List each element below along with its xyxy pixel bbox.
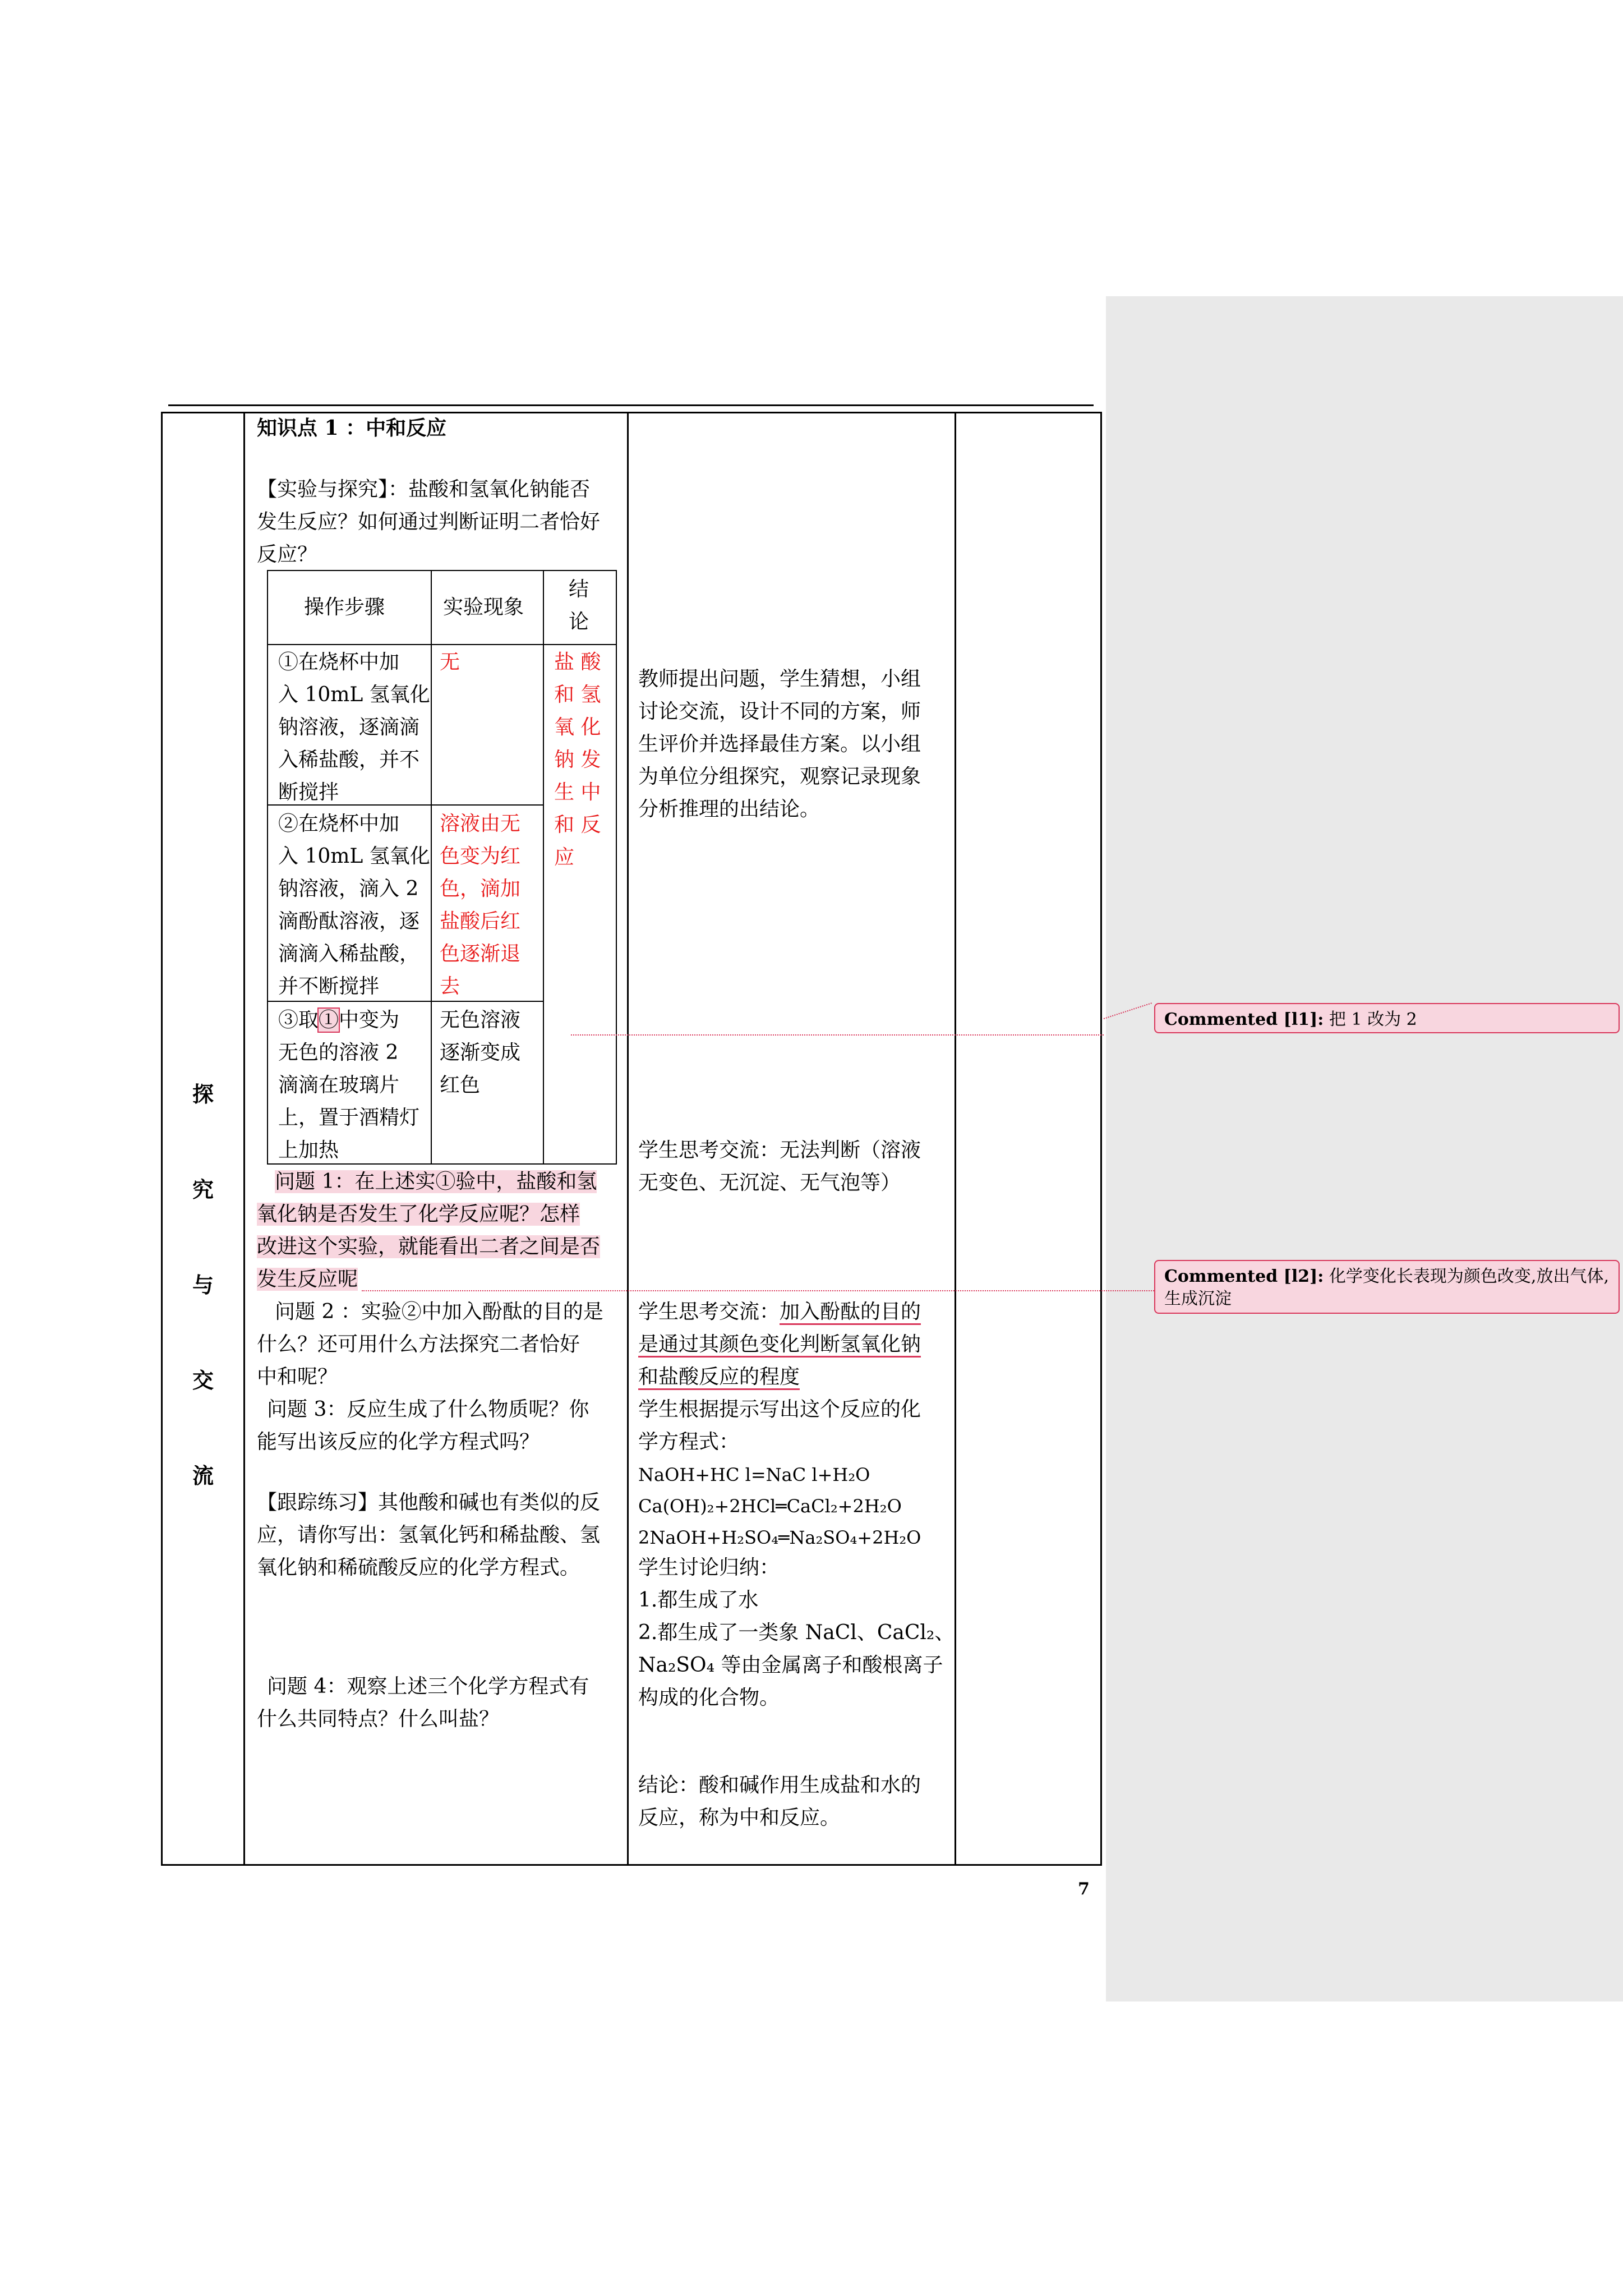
header-step: 操作步骤 (304, 596, 385, 619)
row2-step-2: 入 10mL 氢氧化 (278, 845, 430, 868)
header-phenomenon: 实验现象 (443, 596, 524, 619)
vertical-char-5: 流 (192, 1463, 214, 1488)
equation-2: Ca(OH)₂+2HCl═CaCl₂+2H₂O (638, 1496, 902, 1517)
discussion-1: 学生讨论归纳： (638, 1556, 780, 1579)
row2-phenomenon-3: 色，滴加 (440, 877, 521, 900)
inner-table-div-2 (543, 570, 544, 1165)
table-border-right (1100, 412, 1102, 1866)
table-border-left (161, 412, 163, 1866)
row3-step-2: 无色的溶液 2 (278, 1041, 399, 1064)
teacher-activity-5: 分析推理的出结论。 (638, 798, 820, 821)
header-rule (168, 404, 1094, 406)
practice-line-2: 应，请你写出：氢氧化钙和稀盐酸、氢 (257, 1524, 601, 1547)
comment-connector-1 (571, 1034, 1104, 1036)
experiment-intro-line-3: 反应？ (257, 543, 318, 566)
conclusion-line-5: 生 中 (554, 781, 601, 804)
vertical-char-1: 探 (192, 1082, 214, 1107)
question1-line-1[interactable]: 问题 1：在上述实①验中，盐酸和氢 (275, 1170, 597, 1193)
page-number: 7 (1078, 1879, 1090, 1899)
inner-table-right (616, 570, 617, 1165)
comment-1-label: Commented [l1]: (1164, 1010, 1324, 1029)
comment-1-text: 把 1 改为 2 (1329, 1010, 1417, 1029)
student-answer2-1: 学生思考交流：加入酚酞的目的 (638, 1296, 921, 1328)
student-answer1-2: 无变色、无沉淀、无气泡等） (638, 1171, 901, 1194)
row1-step-1: ①在烧杯中加 (278, 651, 400, 674)
comment-2-text: 化学变化长表现为颜色改变,放出气体, (1329, 1267, 1609, 1286)
comment-2-text-2: 生成沉淀 (1164, 1289, 1232, 1309)
inner-table-left (267, 570, 268, 1165)
row3-phenomenon-2: 逐渐变成 (440, 1041, 521, 1064)
row2-phenomenon-5: 色逐渐退 (440, 942, 521, 965)
inner-table-header-rule (267, 644, 617, 645)
teacher-activity-2: 讨论交流，设计不同的方案，师 (638, 700, 921, 723)
row2-step-6: 并不断搅拌 (278, 975, 380, 998)
row1-step-5: 断搅拌 (278, 781, 339, 804)
row2-phenomenon-4: 盐酸后红 (440, 910, 521, 933)
row3-phenomenon-3: 红色 (440, 1074, 481, 1097)
practice-line-1: 【跟踪练习】其他酸和碱也有类似的反 (257, 1491, 601, 1514)
comment-sidebar (1106, 296, 1623, 2001)
student-answer2-2: 是通过其颜色变化判断氢氧化钠 (638, 1328, 921, 1361)
header-conclusion-1: 结 (569, 578, 589, 601)
conclusion-text-2: 反应，称为中和反应。 (638, 1806, 841, 1829)
discussion-2: 1.都生成了水 (638, 1589, 759, 1612)
equation-3: 2NaOH+H₂SO₄═Na₂SO₄+2H₂O (638, 1527, 921, 1548)
experiment-intro-line-1: 【实验与探究】：盐酸和氢氧化钠能否 (257, 478, 591, 501)
student-answer3-1: 学生根据提示写出这个反应的化 (638, 1398, 921, 1421)
row1-phenomenon: 无 (440, 651, 460, 674)
question4-line-2: 什么共同特点？什么叫盐？ (257, 1708, 500, 1731)
vertical-char-4: 交 (192, 1368, 214, 1393)
question3-line-2: 能写出该反应的化学方程式吗？ (257, 1430, 540, 1453)
question4-line-1: 问题 4：观察上述三个化学方程式有 (267, 1675, 589, 1698)
conclusion-line-7: 应 (554, 846, 575, 869)
table-divider-3 (955, 412, 956, 1866)
comment-2-label: Commented [l2]: (1164, 1267, 1324, 1286)
table-border-bottom (161, 1864, 1102, 1866)
question1-line-2[interactable]: 氧化钠是否发生了化学反应呢？怎样 (257, 1203, 580, 1226)
row2-step-4: 滴酚酞溶液，逐 (278, 910, 420, 933)
row3-step-4: 上，置于酒精灯 (278, 1106, 420, 1129)
student-answer1-1: 学生思考交流：无法判断（溶液 (638, 1139, 921, 1162)
question2-line-2: 什么？还可用什么方法探究二者恰好 (257, 1333, 580, 1356)
conclusion-line-4: 钠 发 (554, 748, 601, 771)
row2-step-5: 滴滴入稀盐酸， (278, 942, 420, 965)
conclusion-line-3: 氧 化 (554, 716, 601, 739)
discussion-5: 构成的化合物。 (638, 1686, 780, 1709)
table-divider-1 (243, 412, 245, 1866)
discussion-3: 2.都生成了一类象 NaCl、CaCl₂、 (638, 1621, 955, 1644)
vertical-char-3: 与 (192, 1272, 214, 1297)
conclusion-line-2: 和 氢 (554, 683, 601, 706)
question1-line-3[interactable]: 改进这个实验，就能看出二者之间是否 (257, 1235, 601, 1258)
teacher-activity-3: 生评价并选择最佳方案。以小组 (638, 733, 921, 756)
student-answer2-3: 和盐酸反应的程度 (638, 1361, 800, 1393)
comment-connector-2 (362, 1290, 1154, 1291)
header-conclusion-2: 论 (569, 610, 589, 633)
row2-phenomenon-6: 去 (440, 975, 460, 998)
inner-table-top (267, 570, 617, 571)
question2-line-1: 问题 2 ：实验②中加入酚酞的目的是 (275, 1300, 603, 1323)
comment-2[interactable] (1154, 1260, 1620, 1314)
knowledge-point-heading: 知识点 1 ：中和反应 (257, 416, 447, 440)
teacher-activity-1: 教师提出问题，学生猜想，小组 (638, 668, 921, 691)
row3-step-3: 滴滴在玻璃片 (278, 1074, 400, 1097)
table-divider-2 (627, 412, 629, 1866)
practice-line-3: 氧化钠和稀硫酸反应的化学方程式。 (257, 1556, 580, 1579)
conclusion-line-1: 盐 酸 (554, 651, 601, 674)
row2-phenomenon-1: 溶液由无 (440, 812, 521, 835)
commented-mark[interactable]: ① (319, 1009, 339, 1032)
student-answer3-2: 学方程式： (638, 1430, 740, 1453)
question2-line-3: 中和呢？ (257, 1365, 338, 1388)
conclusion-line-6: 和 反 (554, 813, 601, 836)
row1-step-3: 钠溶液，逐滴滴 (278, 716, 420, 739)
question1-line-4[interactable]: 发生反应呢 (257, 1268, 358, 1291)
row2-step-1: ②在烧杯中加 (278, 812, 400, 835)
inner-table-div-1 (431, 570, 432, 1165)
question3-line-1: 问题 3：反应生成了什么物质呢？你 (267, 1398, 589, 1421)
experiment-intro-line-2: 发生反应？如何通过判断证明二者恰好 (257, 510, 601, 533)
row3-step-1: ③取①中变为 (278, 1009, 400, 1032)
conclusion-text-1: 结论：酸和碱作用生成盐和水的 (638, 1774, 921, 1797)
equation-1: NaOH+HC l=NaC l+H₂O (638, 1464, 870, 1485)
row2-step-3: 钠溶液，滴入 2 (278, 877, 419, 900)
teacher-activity-4: 为单位分组探究，观察记录现象 (638, 765, 921, 788)
vertical-char-2: 究 (192, 1177, 214, 1202)
row3-step-5: 上加热 (278, 1139, 339, 1162)
row1-step-4: 入稀盐酸，并不 (278, 748, 420, 771)
discussion-4: Na₂SO₄ 等由金属离子和酸根离子 (638, 1654, 943, 1677)
comment-1[interactable] (1154, 1003, 1620, 1033)
row3-phenomenon-1: 无色溶液 (440, 1009, 521, 1032)
row2-phenomenon-2: 色变为红 (440, 845, 521, 868)
row1-step-2: 入 10mL 氢氧化 (278, 683, 430, 706)
